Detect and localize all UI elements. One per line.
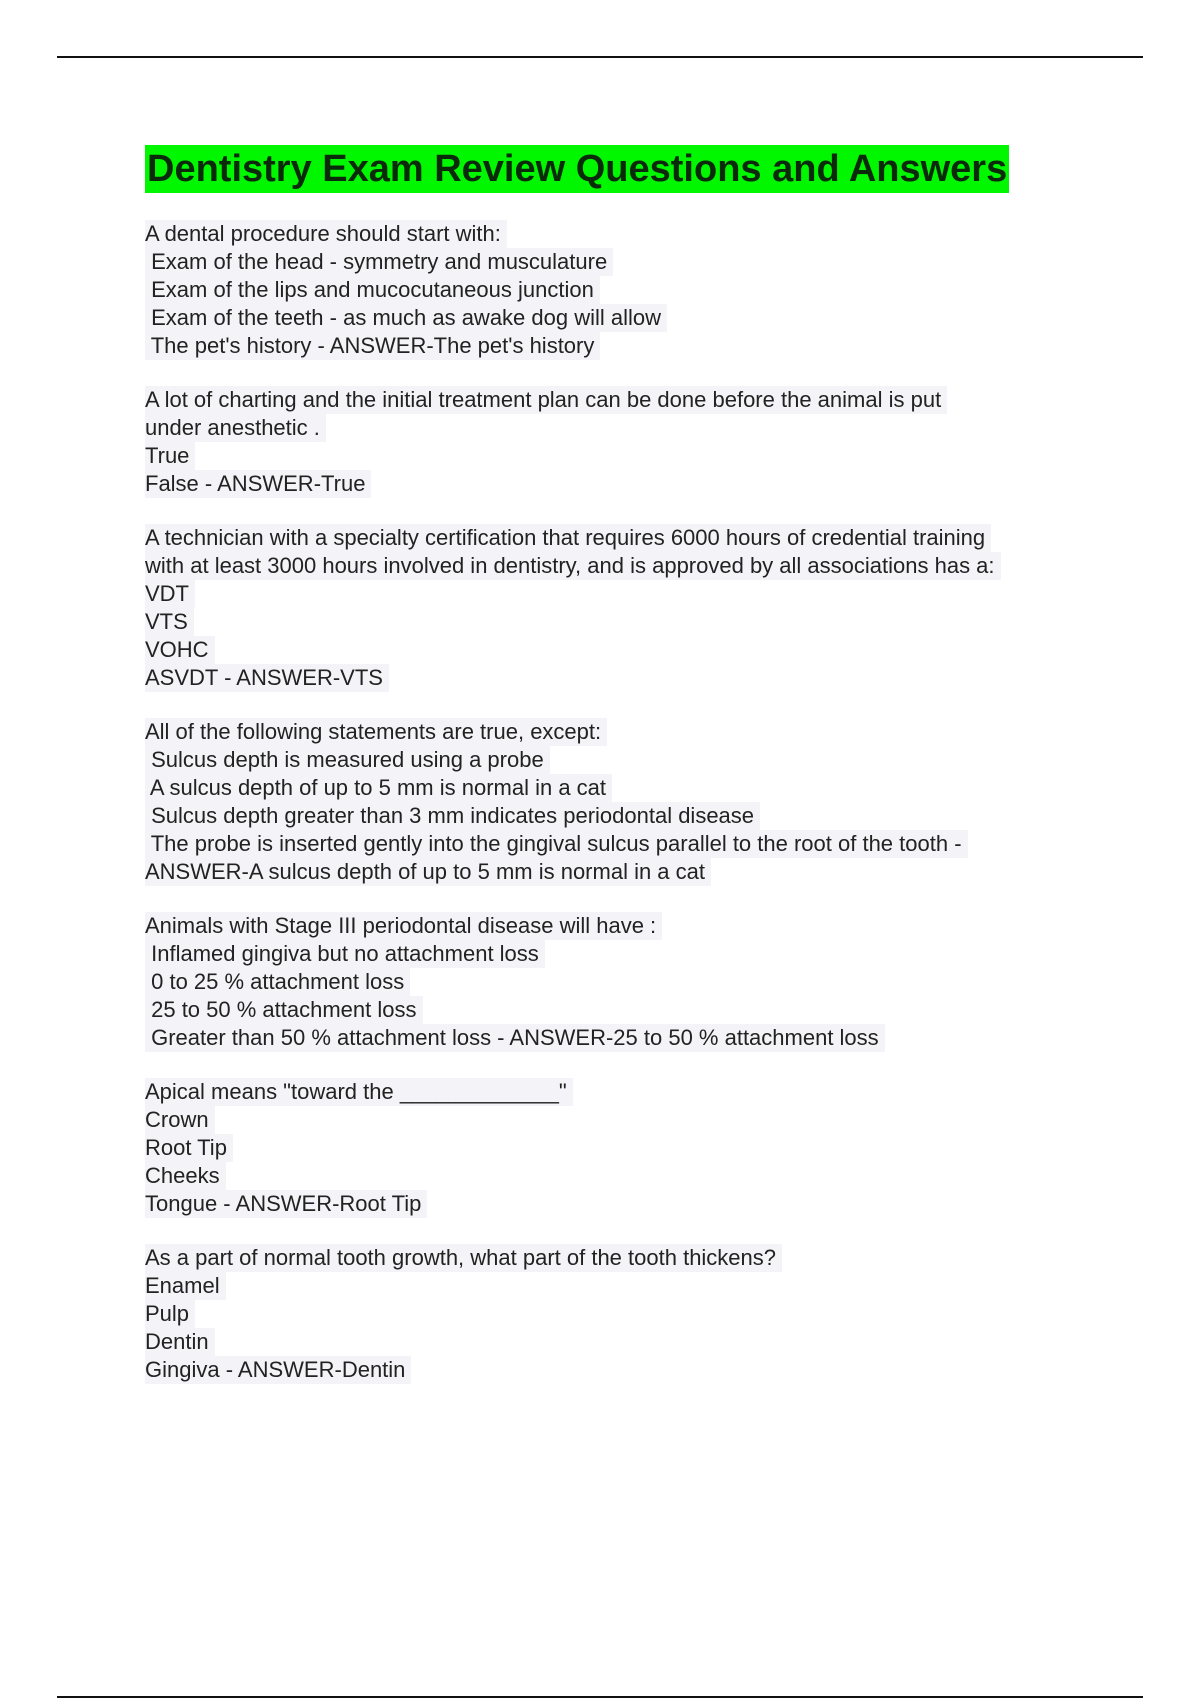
question-line: 0 to 25 % attachment loss [145,968,410,996]
question-list [145,220,1085,1410]
question-block [145,220,1085,360]
question-line: False - ANSWER-True [145,470,371,498]
question-line: Sulcus depth greater than 3 mm indicates periodontal disease [145,802,760,830]
question-line: with at least 3000 hours involved in dentistry, and is approved by all associations has a: [145,552,1001,580]
question-text: A dental procedure should start with: [145,220,507,248]
question-line: Root Tip [145,1134,233,1162]
question-line: Greater than 50 % attachment loss - ANSWER-25 to 50 % attachment loss [145,1024,885,1052]
question-line: Sulcus depth is measured using a probe [145,746,550,774]
question-line: Gingiva - ANSWER-Dentin [145,1356,411,1384]
question-line: Cheeks [145,1162,226,1190]
question-text: Apical means "toward the _____________" [145,1078,573,1106]
question-line: VDT [145,580,195,608]
footer-rule [57,1696,1143,1698]
question-line: Crown [145,1106,215,1134]
document-title: Dentistry Exam Review Questions and Answers [145,145,1009,193]
question-line: The pet's history - ANSWER-The pet's history [145,332,600,360]
question-line: Exam of the lips and mucocutaneous junction [145,276,600,304]
question-line: Dentin [145,1328,215,1356]
question-block [145,386,1085,498]
question-block [145,718,1085,886]
header-rule [57,56,1143,58]
question-text: A lot of charting and the initial treatment plan can be done before the animal is put [145,386,947,414]
question-line: Pulp [145,1300,195,1328]
question-block [145,1078,1085,1218]
question-text: All of the following statements are true, except: [145,718,607,746]
question-line: VOHC [145,636,215,664]
question-line: Exam of the head - symmetry and musculature [145,248,613,276]
question-line: A sulcus depth of up to 5 mm is normal in a cat [145,774,612,802]
question-line: under anesthetic . [145,414,326,442]
question-line: ANSWER-A sulcus depth of up to 5 mm is normal in a cat [145,858,711,886]
question-text: Animals with Stage III periodontal disease will have : [145,912,662,940]
question-line: Enamel [145,1272,226,1300]
question-line: Exam of the teeth - as much as awake dog will allow [145,304,667,332]
question-line: VTS [145,608,194,636]
question-line: True [145,442,195,470]
question-text: A technician with a specialty certification that requires 6000 hours of credential training [145,524,991,552]
question-line: ASVDT - ANSWER-VTS [145,664,389,692]
question-block [145,912,1085,1052]
question-line: 25 to 50 % attachment loss [145,996,423,1024]
question-line: Tongue - ANSWER-Root Tip [145,1190,427,1218]
question-block [145,524,1085,692]
question-text: As a part of normal tooth growth, what part of the tooth thickens? [145,1244,782,1272]
question-line: Inflamed gingiva but no attachment loss [145,940,545,968]
question-block [145,1244,1085,1384]
question-line: The probe is inserted gently into the gingival sulcus parallel to the root of the tooth - [145,830,968,858]
